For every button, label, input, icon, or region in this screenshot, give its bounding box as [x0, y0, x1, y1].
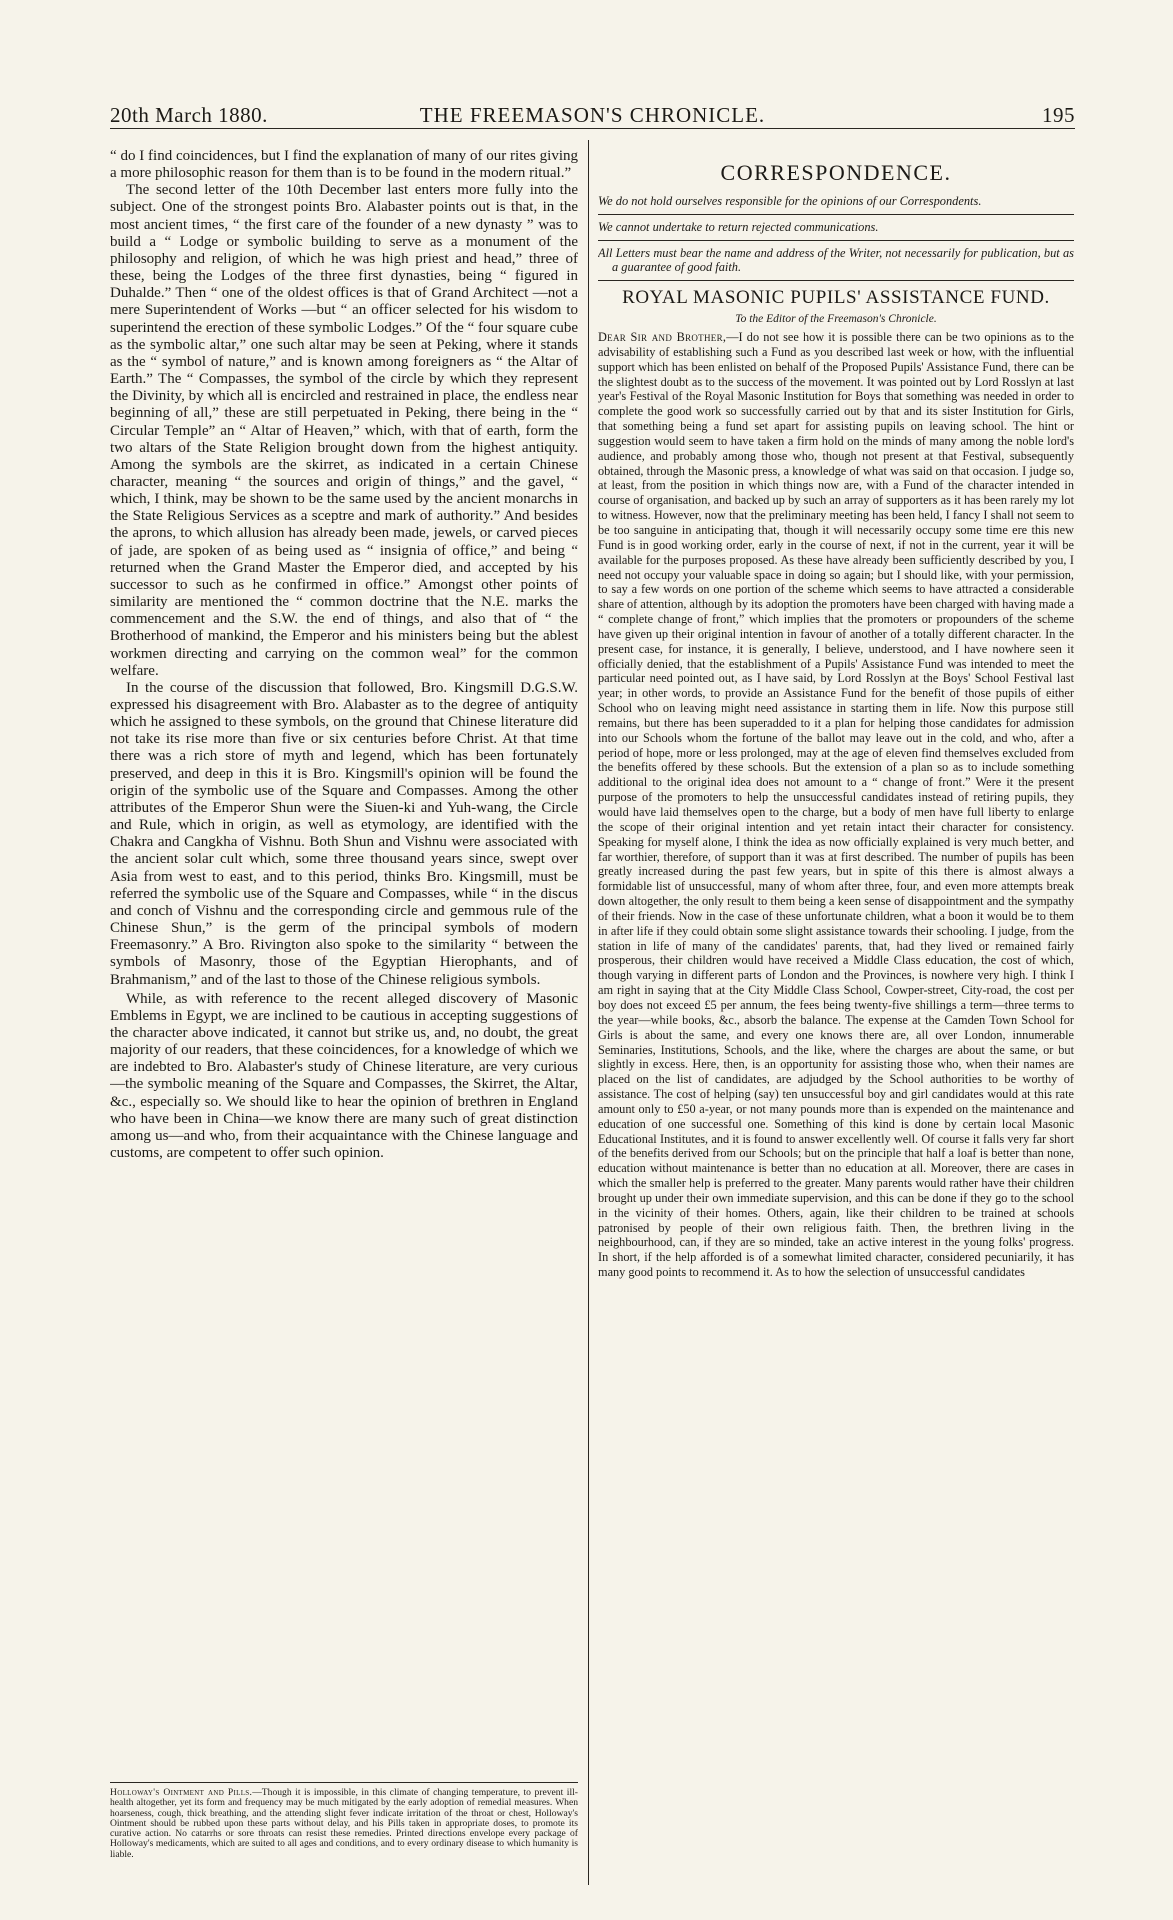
disclaimer: All Letters must bear the name and address of the Writer, not necessarily for publication, but as a guarantee of good faith. [598, 246, 1074, 274]
letter-salutation: Dear Sir and Brother, [598, 330, 727, 344]
publication-title: THE FREEMASON'S CHRONICLE. [419, 103, 766, 127]
article-paragraph: “ do I find coincidences, but I find the explanation of many of our rites giving a more philosophic reason for them than is to be found in the modern ritual.” [110, 148, 578, 182]
letter-text: —I do not see how it is possible there can be two opinions as to the advisability of establishing such a Fund as you described last week or how, with the influential support which has been enlisted on behalf of the Proposed Pupils' Assistance Fund, there can be the slightest doubt as to the success of the movement. It was pointed out by Lord Rosslyn at last year's Festival of the Royal Masonic Institution for Boys that something was needed in order to complete the good work so successfully carried out by that and its sister Institution for Girls, that something being a fund set apart for assisting pupils on leaving school. The hint or suggestion would seem to have taken a firm hold on the minds of many among the noble lord's audience, and probably among those who, though not present at that Festival, subsequently obtained, through the Masonic press, a knowledge of what was said on that occasion. I judge so, at least, from the position in which things now are, with a Fund of the character intended in course of organisation, and backed up by such an array of supporters as it has been rarely my lot to witness. However, now that the preliminary meeting has been held, I fancy I shall not seem to be too sanguine in anticipating that, though it will necessarily occupy some time ere this new Fund is in good working order, early in the course of next, if not in the current, year it will be available for the purposes proposed. As these have already been sufficiently described by you, I need not occupy your valuable space in doing so again; but I should like, with your permission, to say a few words on one portion of the scheme which seems to have attracted a considerable share of attention, although by its adoption the promoters have been charged with having made a “ complete change of front,” which implies that the promoters or propounders of the scheme have given up their original intention in favour of another of a totally different character. In the present case, for instance, it is generally, I believe, understood, and I have nowhere seen it officially denied, that the establishment of a Pupils' Assistance Fund was intended to meet the particular need pointed out, as I have said, by Lord Rosslyn at the Boys' School Festival last year; in other words, to provide an Assistance Fund for the benefit of those pupils of either School who on leaving might need assistance in starting them in life. Now this purpose still remains, but there has been superadded to it a plan for helping those candidates for admission into our Schools whom the fortune of the ballot may leave out in the cold, and who, after a period of hope, more or less prolonged, may at the age of eleven find themselves excluded from the benefits offered by these schools. But the extension of a plan so as to include something additional to the original idea does not amount to a “ change of front.” Were it the present purpose of the promoters to help the unsuccessful candidates instead of retiring pupils, they would have laid themselves open to the charge, but a body of men have full liberty to enlarge the scope of their original intention and yet retain intact their character for consistency. Speaking for myself alone, I think the idea as now officially explained is very much better, and far worthier, therefore, of support than it was at first described. The number of pupils has been greatly increased during the past few years, but in spite of this there is almost always a formidable list of unsuccessful, many of whom after three, four, and even more attempts break down altogether, the only result to them being a keen sense of disappointment and the sympathy of their friends. Now in the case of these unfortunate children, what a boon it would be to them in after life if they could obtain some slight assistance towards their schooling. I judge, from the station in life of many of the candidates' parents, that, had they lived or remained fairly prosperous, their children would have received a Middle Class education, the cost of which, though varying in different parts of London and the Provinces, is nowhere very high. I think I am right in saying that at the City Middle Class School, Cowper-street, City-road, the cost per boy does not exceed £5 per annum, the fees being twenty-five shillings a term—three terms to the year—while books, &c., absorb the balance. The expense at the Camden Town School for Girls is about the same, and every one knows there are, all over London, innumerable Seminaries, Institutions, Schools, and the like, where the charges are about the same, or but slightly in excess. Here, then, is an opportunity for assisting those who, when their names are placed on the list of candidates, are adjudged by the School authorities to be worthy of assistance. The cost of helping (say) ten unsuccessful boy and girl candidates would at this rate amount only to £50 a-year, or not many pounds more than is expended on the maintenance and education of one successful one. Something of this kind is done by certain local Masonic Educational Institutes, and it is found to answer excellently well. Of course it falls very far short of the benefits derived from our Schools; but on the principle that half a loaf is better than none, education without maintenance is better than no education at all. Moreover, there are cases in which the smaller help is preferred to the greater. Many parents would rather have their children brought up under their own immediate supervision, and this can be done if they go to the school in the vicinity of their homes. Others, again, like their children to be trained at schools patronised by people of their own religious faith. Then, the brethren living in the neighbourhood, can, if they are so minded, take an active interest in the young folks' progress. In short, if the help afforded is of a somewhat limited character, considered pecuniarily, it has many good points to recommend it. As to how the selection of unsuccessful candidates [598, 330, 1074, 1280]
article-paragraph: In the course of the discussion that followed, Bro. Kingsmill D.G.S.W. expressed his disagreement with Bro. Alabaster as to the degree of antiquity which he assigned to these symbols, on the ground that Chinese literature did not take its rise more than five or six centuries before Christ. At that time there was a rich store of myth and legend, which has been fortunately preserved, and deep in this it is Bro. Kingsmill's opinion will be found the origin of the symbolic use of the Square and Compasses. Among the other attributes of the Emperor Shun were the Siuen-ki and Yuh-wang, the Circle and Rule, which in origin, as well as etymology, are identified with the Chakra and Cangkha of Vishnu. Both Shun and Vishnu were associated with the ancient solar cult which, some three thousand years since, swept over Asia from west to east, and to this period, thinks Bro. Kingsmill, must be referred the symbolic use of the Square and Compasses, while “ in the discus and conch of Vishnu and the corresponding circle and gemmous rule of the Chinese Shun,” is the germ of the principal symbols of modern Freemasonry.” A Bro. Rivington also spoke to the similarity “ between the symbols of Masonry, those of the Egyptian Hierophants, and of Brahmanism,” and of the last to those of the Chinese religious symbols. [110, 679, 578, 988]
article-paragraph: The second letter of the 10th December last enters more fully into the subject. One of the strongest points Bro. Alabaster points out is that, in the most ancient times, “ the first care of the founder of a new dynasty ” was to build a “ Lodge or symbolic building to serve as a monument of the philosophy and religion, of which he was high priest and head,” three of these, being the Lodges of the three first dynasties, being “ figured in Duhalde.” Then “ one of the oldest offices is that of Grand Architect —not a mere Superintendent of Works —but “ an officer selected for his wisdom to superintend the erection of these symbolic Lodges.” Of the “ four square cube as the symbolic altar,” one such altar may be seen at Peking, where it stands as the “ symbol of nature,” and is known among foreigners as “ the Altar of Earth.” The “ Compasses, the symbol of the circle by which they represent the Divinity, by which all is encircled and restrained in place, the endless near beginning of all,” these are still perpetuated in Peking, there being in the “ Circular Temple” an “ Altar of Heaven,” which, with that of earth, form the two altars of the State Religion brought down from the highest antiquity. Among the symbols are the skirret, as indicated in a certain Chinese character, meaning “ the sources and origin of things,” and the gavel, “ which, I think, may be shown to be the same used by the ancient monarchs in the State Religious Services as a sceptre and mark of authority.” And besides the aprons, to which allusion has already been made, jewels, or carved pieces of jade, are spoken of as being used as “ insignia of office,” and being “ returned when the Grand Master the Emperor died, and accepted by his successor to such as he confirmed in office.” Amongst other points of similarity are mentioned the “ common doctrine that the N.E. marks the commencement and the S.W. the end of things, and also that of “ the Brotherhood of mankind, the Emperor and his ministers being but the ablest workmen directing and carrying on the common weal” for the common welfare. [110, 182, 578, 679]
column-divider [588, 140, 589, 1885]
page-header [110, 95, 1075, 135]
issue-date: 20th March 1880. [110, 103, 268, 127]
article-paragraph: While, as with reference to the recent alleged discovery of Masonic Emblems in Egypt, we are inclined to be cautious in accepting suggestions of the character above indicated, it cannot but strike us, and, no doubt, the great majority of our readers, that these coincidences, for a knowledge of which we are indebted to Bro. Alabaster's study of Chinese literature, are very curious—the symbolic meaning of the Square and Compasses, the Skirret, the Altar, &c., especially so. We should like to hear the opinion of brethren in England who have been in China—we know there are many such of great distinction among us—and who, from their acquaintance with the Chinese language and customs, are competent to offer such opinion. [110, 990, 578, 1162]
disclaimer: We do not hold ourselves responsible for the opinions of our Correspondents. [598, 194, 982, 208]
notice-rule [110, 1782, 578, 1783]
notice-text: —Though it is impossible, in this climate of changing temperature, to prevent ill-health altogether, yet its form and frequency may be much mitigated by the early adoption of remedial measures. When hoarseness, cough, thick breathing, and the attending slight fever indicate irritation of the throat or chest, Holloway's Ointment should be rubbed upon these parts without delay, and his Pills taken in appropriate doses, to promote its curative action. No catarrhs or sore throats can resist these remedies. Printed directions envelope every package of Holloway's medicaments, which are suited to all ages and conditions, and to every ordinary disease to which humanity is liable. [110, 1788, 578, 1860]
page-number: 195 [1042, 103, 1075, 127]
left-column-article [110, 148, 578, 1780]
disclaimer: We cannot undertake to return rejected communications. [598, 220, 879, 234]
divider [598, 214, 1074, 215]
letter-body [598, 330, 1074, 1280]
header-rule [110, 128, 1075, 129]
right-column-correspondence [598, 148, 1074, 1896]
advertisement-notice [110, 1788, 578, 1888]
letter-title: ROYAL MASONIC PUPILS' ASSISTANCE FUND. [622, 287, 1050, 308]
section-heading: CORRESPONDENCE. [720, 160, 952, 185]
editor-address: To the Editor of the Freemason's Chronicle. [735, 313, 937, 325]
divider [598, 240, 1074, 241]
divider [598, 280, 1074, 281]
notice-lead: Holloway's Ointment and Pills. [110, 1788, 253, 1798]
